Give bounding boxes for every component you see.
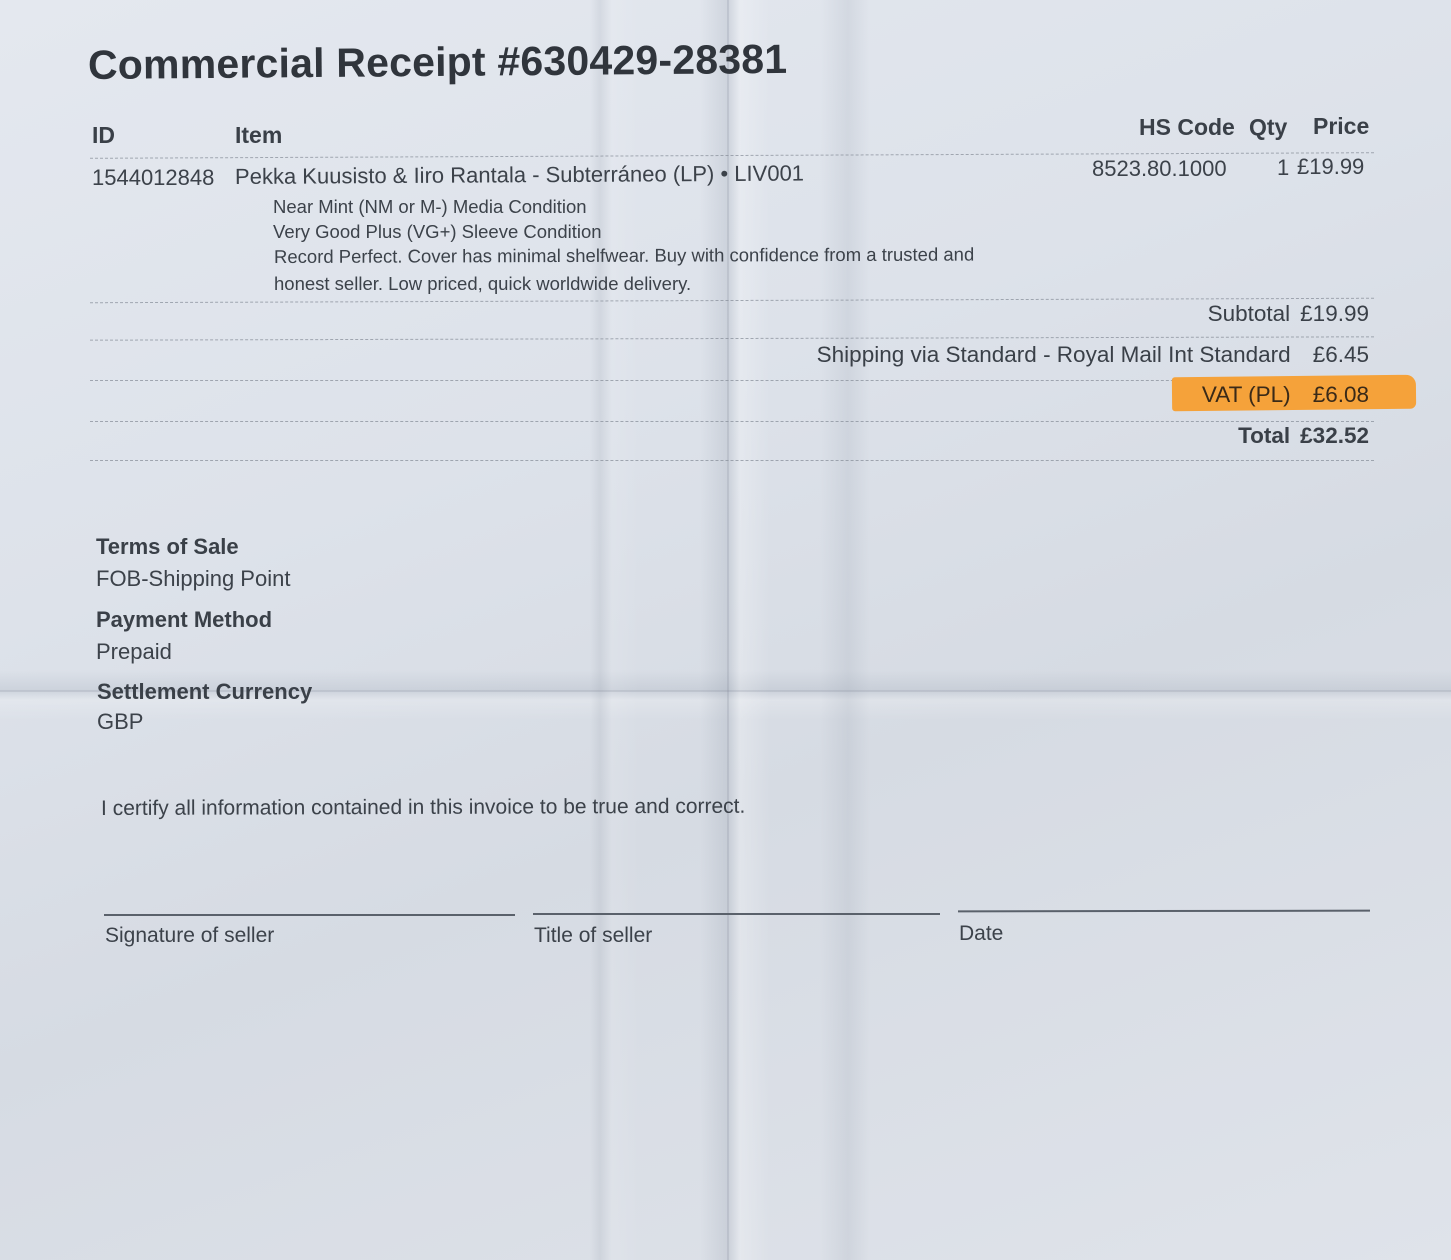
total-row [1228,423,1369,449]
terms-of-sale-value: FOB-Shipping Point [96,566,291,591]
certification-statement: I certify all information contained in this invoice to be true and correct. [100,794,746,820]
date-line [958,910,1370,913]
shipping-row [807,342,1369,368]
vat-divider [90,421,1374,422]
total-label: Total [1238,423,1291,448]
date-label: Date [959,922,1004,945]
title-of-seller-label: Title of seller [534,924,653,947]
item-divider [90,298,1374,303]
signature-line [104,914,515,916]
terms-of-sale-label: Terms of Sale [96,534,239,559]
vat-row [1192,382,1369,408]
item-id: 1544012848 [92,165,215,190]
column-header-qty: Qty [1249,114,1288,140]
total-value: £32.52 [1300,423,1369,448]
column-header-item: Item [235,122,283,148]
title-line [533,913,940,915]
subtotal-value: £19.99 [1300,301,1369,326]
total-divider [90,460,1374,461]
item-hs-code: 8523.80.1000 [1092,156,1227,181]
signature-of-seller-label: Signature of seller [105,924,275,947]
vertical-crease [727,0,729,1260]
column-header-price: Price [1313,113,1370,139]
vat-label: VAT (PL) [1201,382,1291,407]
shipping-label: Shipping via Standard - Royal Mail Int Standard [816,342,1291,367]
column-header-id: ID [92,122,115,148]
item-notes-line2: honest seller. Low priced, quick worldwide delivery. [274,273,692,294]
subtotal-divider [90,336,1374,340]
payment-method-value: Prepaid [96,639,172,664]
item-name: Pekka Kuusisto & Iiro Rantala - Subterráneo (LP) • LIV001 [234,160,805,189]
shipping-value: £6.45 [1312,342,1369,367]
settlement-currency-value: GBP [97,709,144,734]
payment-method-label: Payment Method [96,607,273,632]
subtotal-label: Subtotal [1207,301,1291,326]
receipt-title: Commercial Receipt #630429-28381 [87,35,788,88]
settlement-currency-label: Settlement Currency [97,679,313,704]
subtotal-row [1198,301,1369,327]
item-media-condition: Near Mint (NM or M-) Media Condition [273,196,587,217]
item-notes-line1: Record Perfect. Cover has minimal shelfwear. Buy with confidence from a trusted and [273,243,975,267]
item-sleeve-condition: Very Good Plus (VG+) Sleeve Condition [273,221,602,242]
item-price: £19.99 [1297,154,1365,179]
column-header-hs-code: HS Code [1139,114,1235,140]
item-qty: 1 [1277,155,1290,180]
vat-value: £6.08 [1312,382,1369,407]
